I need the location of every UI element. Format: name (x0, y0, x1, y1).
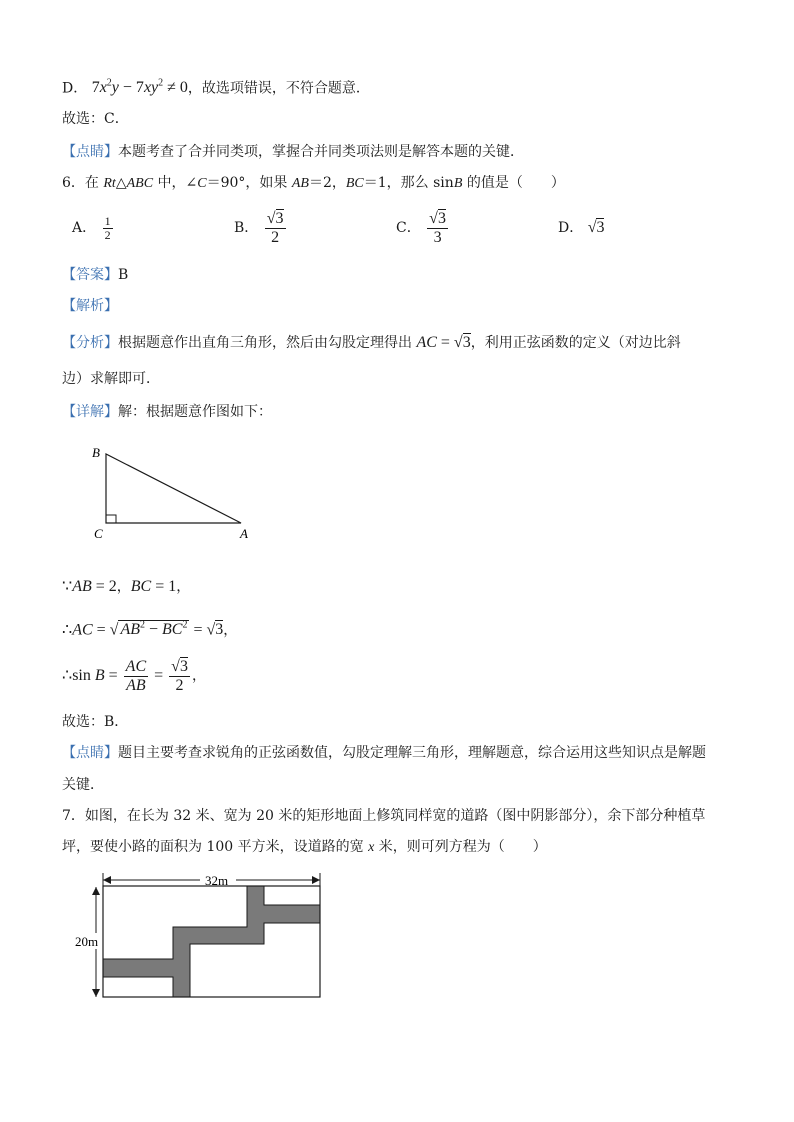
analysis-text: ，利用正弦函数的定义（对边比斜 (470, 335, 681, 351)
question-6-stem (62, 173, 565, 194)
ac-equals-root3: AC = √3 (416, 334, 471, 351)
option-a (72, 210, 115, 246)
q6-text: ＝90°，如果 (206, 175, 292, 191)
vertex-a-label: A (240, 526, 248, 541)
analysis-text: 根据题意作出直角三角形，然后由勾股定理得出 (118, 335, 412, 351)
option-d-value: √3 (587, 219, 605, 236)
remark-2-line-2: 关键． (62, 777, 104, 793)
detail-text: 解：根据题意作图如下： (118, 404, 272, 420)
answer-value: B (118, 267, 129, 283)
option-c (396, 206, 450, 250)
right-angle-mark (106, 515, 116, 523)
q7-x: x (368, 840, 375, 855)
analysis-tag: 【解析】 (62, 298, 118, 314)
q6-abc: ABC (126, 176, 154, 191)
option-d-line (62, 74, 370, 98)
option-b-value: $\frac{√3}{2}$ (266, 209, 284, 246)
detail-line (62, 402, 272, 422)
option-d-expression: $7x^2y - 7xy^2 \ne 0$ (91, 78, 188, 97)
answer-choice-c: 故选：C． (62, 111, 129, 127)
q6-c: C (197, 176, 207, 191)
option-d (558, 218, 604, 238)
road-figure (72, 866, 332, 1002)
remark-1-tag: 【点睛】 (62, 144, 118, 160)
comma: ， (191, 668, 206, 684)
q6-bc: BC (345, 176, 364, 191)
step-3: ∴sin B = $\frac{AC}{AB}$ = $\frac{√3}{2}$ ， (62, 657, 206, 694)
vertex-c-label: C (94, 526, 103, 541)
therefore-symbol: ∴ (62, 667, 73, 684)
arrow-up (92, 887, 100, 895)
remark-1 (62, 142, 524, 162)
step-2: ∴AC = √ $AB^2 - BC^2 = √3$， (62, 620, 238, 639)
q6-ab: AB (291, 176, 309, 191)
option-b-label: B． (234, 220, 259, 236)
q7-text: 坪，要使小路的面积为 100 平方米，设道路的宽 (62, 839, 369, 855)
q7-text: 米，则可列方程为（ ） (374, 839, 547, 855)
analysis-line-1 (62, 333, 681, 353)
option-d-label: D． (558, 220, 584, 236)
remark-2-text: 题目主要考查求锐角的正弦函数值，勾股定理解三角形，理解题意，综合运用这些知识点是解题 (118, 745, 706, 761)
step-1: ∵AB = 2，BC = 1， (62, 578, 191, 595)
answer-tag: 【答案】 (62, 267, 118, 283)
q6-text: 6．在 (62, 175, 104, 191)
option-c-value: $\frac{√3}{3}$ (429, 209, 446, 246)
option-a-value: $\frac{1}{2}$ (104, 213, 111, 242)
comma: ， (176, 579, 191, 595)
comma: ， (223, 622, 238, 639)
q6-b: B (453, 176, 463, 191)
remark-2-tag: 【点睛】 (62, 745, 118, 761)
width-label: 32m (205, 873, 229, 888)
arrow-right (312, 876, 320, 884)
road-shaded-path (103, 886, 320, 997)
triangle-shape (106, 454, 241, 523)
remark-2-line-1 (62, 743, 706, 763)
answer-choice-b: 故选：B． (62, 714, 129, 730)
vertex-b-label: B (92, 445, 100, 460)
answer-line (62, 265, 128, 285)
therefore-symbol: ∴ (62, 621, 73, 639)
arrow-left (103, 876, 111, 884)
option-b (234, 206, 288, 250)
remark-1-text: 本题考查了合并同类项，掌握合并同类项法则是解答本题的关键． (118, 144, 524, 160)
q6-text: 中，∠ (153, 175, 198, 191)
option-d-prefix: D． (62, 80, 88, 97)
q6-text: ＝2， (308, 175, 346, 191)
option-d-suffix: ，故选项错误，不符合题意． (187, 80, 370, 97)
question-7-line-2 (62, 837, 547, 858)
option-a-label: A． (72, 220, 97, 236)
triangle-figure (88, 442, 258, 544)
detail-tag: 【详解】 (62, 404, 118, 420)
q6-text: 的值是（ ） (462, 175, 565, 191)
q6-triangle-symbol: △ (115, 175, 127, 191)
q6-rt: Rt (103, 176, 116, 191)
arrow-down (92, 989, 100, 997)
analysis-line-2: 边）求解即可． (62, 371, 160, 387)
question-7-line-1: 7．如图，在长为 32 米、宽为 20 米的矩形地面上修筑同样宽的道路（图中阴影部分），余下部分种植草 (62, 808, 706, 824)
height-label: 20m (75, 934, 99, 949)
because-symbol: ∵ (62, 578, 73, 595)
option-c-label: C． (396, 220, 421, 236)
analysis-sub-tag: 【分析】 (62, 335, 118, 351)
q6-text: ＝1，那么 sin (363, 175, 454, 191)
